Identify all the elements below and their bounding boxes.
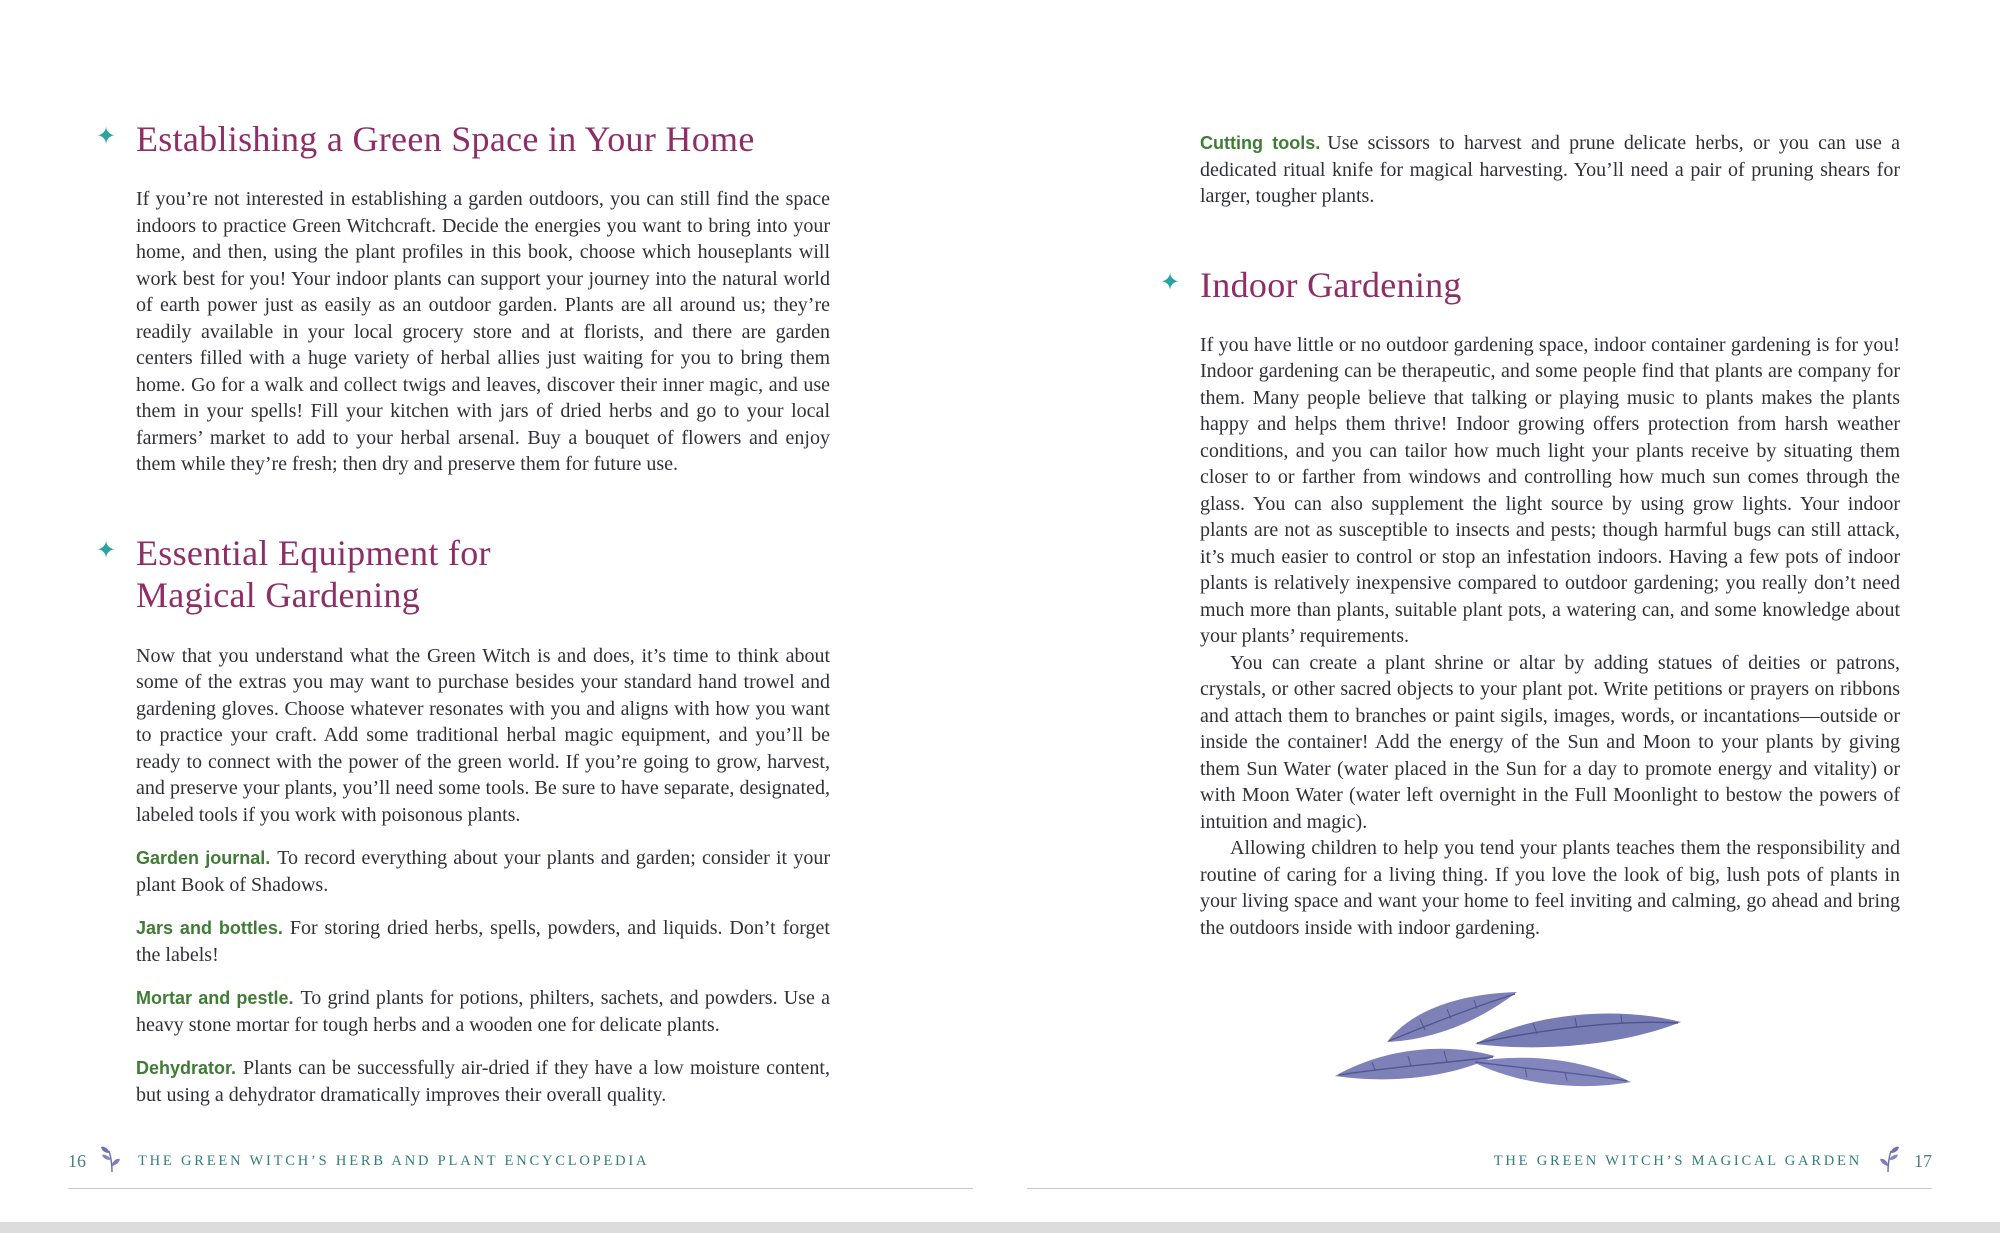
equipment-item-text: To record everything about your plants and garden; consider it your plant Book of Shadows.	[136, 847, 830, 896]
sprig-icon	[100, 1145, 124, 1178]
essential-equipment-paragraph: Now that you understand what the Green Witch is and does, it’s time to think about some of the extras you may want to purchase besides your standard hand trowel and gardening gloves. Choose whatever resonates with you and aligns with how you want to practice your craft. Add some traditional herbal magic equipment, and you’ll be ready to connect with the power of the green world. If you’re going to grow, harvest, and preserve your plants, you’ll need some tools. Be sure to have separate, designated, labeled tools if you work with poisonous plants.	[136, 644, 830, 826]
sparkle-icon: ✦	[96, 124, 117, 150]
equipment-item-jars-bottles	[136, 915, 830, 968]
equipment-item-mortar-pestle	[136, 985, 830, 1038]
section-heading-text: Establishing a Green Space in Your Home	[136, 119, 755, 159]
equipment-item-text: Use scissors to harvest and prune delicate herbs, or you can use a dedicated ritual knife for magical harvesting. You’ll need a pair of pruning shears for larger, tougher plants.	[1200, 132, 1900, 207]
page-number: 16	[68, 1150, 86, 1171]
section-heading-green-space	[96, 118, 830, 160]
right-page-content	[1160, 130, 1900, 941]
equipment-item-lead: Mortar and pestle.	[136, 988, 294, 1009]
equipment-item-lead: Dehydrator.	[136, 1058, 237, 1079]
equipment-item-lead: Jars and bottles.	[136, 918, 283, 939]
green-space-paragraph: If you’re not interested in establishing a garden outdoors, you can still find the space indoors to practice Green Witchcraft. Decide the energies you want to bring into your home, and then, using the plant profiles in this book, choose which houseplants will work best for you! Your indoor plants can support your journey into the natural world of earth power just as easily as an outdoor garden. Plants are all around us; they’re readily available in your local grocery store and at florists, and there are garden centers filled with a huge variety of herbal allies just waiting for you to bring them home. Go for a walk and collect twigs and leaves, discover their inner magic, and use them in your spells! Fill your kitchen with jars of dried herbs and go to your local farmers’ market to add to your herbal arsenal. Buy a bouquet of flowers and enjoy them while they’re fresh; then dry and preserve them for future use.	[136, 188, 830, 476]
indoor-gardening-paragraph-2: You can create a plant shrine or altar by adding statues of deities or patrons, crystals, or other sacred objects to your plant pot. Write petitions or prayers on ribbons and attach them to branches or paint sigils, images, words, or incantations—outside or inside the container! Add the energy of the Sun and Moon to your plants by giving them Sun Water (water placed in the Sun for a day to promote energy and vitality) or with Moon Water (water left overnight in the Full Moonlight to bestow the powers of intuition and magic).	[1200, 651, 1900, 833]
decorative-leaves-illustration	[1325, 982, 1715, 1107]
page-bottom-edge	[0, 1222, 2000, 1233]
section-heading-line1: Essential Equipment for	[136, 532, 491, 573]
section-heading-indoor-gardening	[1160, 264, 1900, 306]
left-page-footer	[68, 1146, 973, 1189]
leaves-icon	[1325, 982, 1715, 1102]
page-number: 17	[1914, 1150, 1932, 1171]
equipment-item-text: For storing dried herbs, spells, powders, and liquids. Don’t forget the labels!	[136, 917, 830, 966]
sprig-icon	[1876, 1145, 1900, 1178]
equipment-item-lead: Cutting tools.	[1200, 133, 1321, 153]
section-heading-text: Indoor Gardening	[1200, 264, 1462, 305]
running-footer-title: THE GREEN WITCH’S HERB AND PLANT ENCYCLOPEDIA	[138, 1152, 650, 1169]
section-heading-line2: Magical Gardening	[136, 575, 420, 616]
sparkle-icon: ✦	[96, 537, 117, 564]
equipment-item-text: To grind plants for potions, philters, sachets, and powders. Use a heavy stone mortar for tough herbs and a wooden one for delicate plants.	[136, 987, 830, 1036]
equipment-item-garden-journal	[136, 845, 830, 898]
equipment-item-cutting-tools	[1200, 130, 1900, 210]
equipment-item-dehydrator	[136, 1055, 830, 1108]
right-page-footer	[1027, 1146, 1932, 1189]
section-heading-essential-equipment	[96, 532, 830, 617]
equipment-item-lead: Garden journal.	[136, 848, 271, 869]
equipment-item-text: Plants can be successfully air-dried if they have a low moisture content, but using a dehydrator dramatically improves their overall quality.	[136, 1057, 830, 1106]
left-page-content	[96, 118, 830, 1108]
indoor-gardening-paragraph-1: If you have little or no outdoor gardening space, indoor container gardening is for you! Indoor gardening can be therapeutic, and some people find that plants are company for them. Many people believe that talking or playing music to plants makes the plants happy and helps them thrive! Indoor growing offers protection from harsh weather conditions, and you can tailor how much light your plants receive by situating them closer to or farther from windows and controlling how much sun comes through the glass. You can also supplement the light source by using grow lights. Your indoor plants are not as susceptible to insects and pests; though harmful bugs can still attack, it’s much easier to control or stop an infestation indoors. Having a few pots of indoor plants is relatively inexpensive compared to outdoor gardening; you really don’t need much more than plants, suitable plant pots, a watering can, and some knowledge about your plants’ requirements.	[1200, 333, 1900, 648]
running-footer-title: THE GREEN WITCH’S MAGICAL GARDEN	[1493, 1152, 1862, 1169]
sparkle-icon: ✦	[1160, 269, 1181, 296]
indoor-gardening-paragraph-3: Allowing children to help you tend your plants teaches them the responsibility and routine of caring for a living thing. If you love the look of big, lush pots of plants in your living space and want your home to feel inviting and calming, go ahead and bring the outdoors inside with indoor gardening.	[1200, 837, 1900, 939]
